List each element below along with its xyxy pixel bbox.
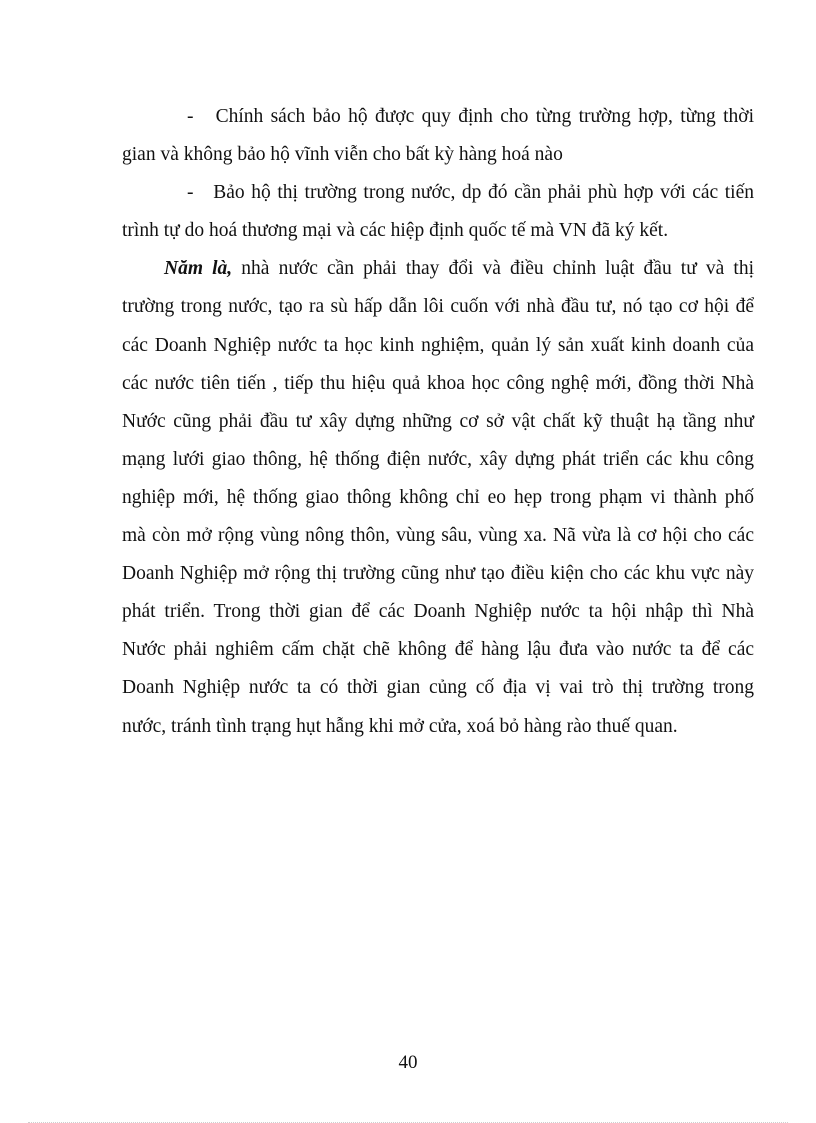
paragraph-line-3: các Doanh Nghiệp nước ta học kinh nghiệm, quản lý sản xuất kinh doanh của <box>122 334 754 356</box>
paragraph-lead-in: Năm là, <box>164 258 233 280</box>
paragraph-line-12: Doanh Nghiệp nước ta có thời gian củng cố địa vị vai trò thị trường trong <box>122 677 754 699</box>
paragraph-text: nhà nước cần phải thay đổi và điều chỉnh luật đầu tư và thị <box>241 258 755 280</box>
paragraph-line-13: nước, tránh tình trạng hụt hẫng khi mở cửa, xoá bỏ hàng rào thuế quan. <box>122 715 678 737</box>
paragraph-line-1 <box>122 250 754 288</box>
bullet-item-1-line-2: gian và không bảo hộ vĩnh viễn cho bất kỳ hàng hoá nào <box>122 144 563 166</box>
paragraph-line-2: trường trong nước, tạo ra sù hấp dẫn lôi cuốn với nhà đầu tư, nó tạo cơ hội để <box>122 296 754 318</box>
paragraph-line-5: Nước cũng phải đầu tư xây dựng những cơ sở vật chất kỹ thuật hạ tầng như <box>122 410 754 432</box>
bullet-item-2-line-1 <box>122 174 754 212</box>
paragraph-line-10: phát triển. Trong thời gian để các Doanh Nghiệp nước ta hội nhập thì Nhà <box>122 601 754 623</box>
bullet-marker: - <box>187 182 194 204</box>
bullet-item-1-line-1 <box>122 98 754 136</box>
paragraph-line-7: nghiệp mới, hệ thống giao thông không chỉ eo hẹp trong phạm vi thành phố <box>122 486 754 508</box>
page-number: 40 <box>398 1052 418 1073</box>
paragraph-line-8: mà còn mở rộng vùng nông thôn, vùng sâu, vùng xa. Nã vừa là cơ hội cho các <box>122 525 754 547</box>
paragraph-line-4: các nước tiên tiến , tiếp thu hiệu quả khoa học công nghệ mới, đồng thời Nhà <box>122 372 754 394</box>
body-text <box>122 98 754 746</box>
bullet-text: Chính sách bảo hộ được quy định cho từng trường hợp, từng thời <box>215 106 754 127</box>
bullet-item-2-line-2: trình tự do hoá thương mại và các hiệp định quốc tế mà VN đã ký kết. <box>122 220 669 242</box>
bullet-text: Bảo hộ thị trường trong nước, dp đó cần phải phù hợp với các tiến <box>213 182 754 204</box>
paragraph-line-11: Nước phải nghiêm cấm chặt chẽ không để hàng lậu đưa vào nước ta để các <box>122 639 754 661</box>
bullet-marker: - <box>187 106 194 127</box>
paragraph-line-9: Doanh Nghiệp mở rộng thị trường cũng như tạo điều kiện cho các khu vực này <box>122 563 754 585</box>
paragraph-line-6: mạng lưới giao thông, hệ thống điện nước, xây dựng phát triển các khu công <box>122 448 754 470</box>
